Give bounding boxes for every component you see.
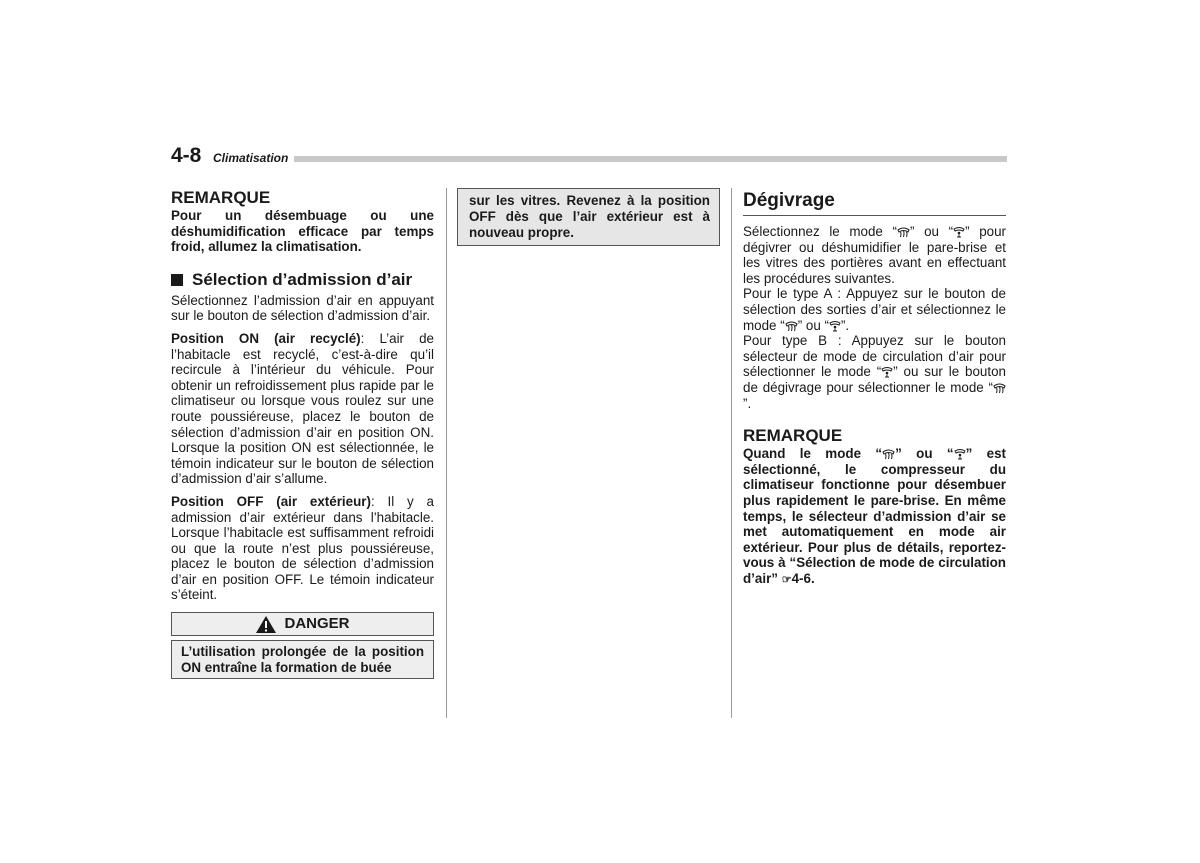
- text-run: Pour type B : Appuyez sur le bouton sélecteur de mode de circulation d’air pour sélectionner le mode “: [743, 333, 1006, 380]
- off-paragraph: [171, 494, 434, 603]
- middle-column: [457, 188, 720, 246]
- column-divider-left: [446, 188, 447, 718]
- off-label: Position OFF (air extérieur): [171, 493, 371, 509]
- windshield-defrost-icon: [993, 382, 1006, 394]
- on-paragraph: [171, 331, 434, 487]
- danger-title: DANGER: [284, 615, 350, 633]
- defrost-paragraph-3: [743, 333, 1006, 411]
- page-reference-link[interactable]: 4-6.: [791, 570, 815, 586]
- danger-header: [171, 612, 434, 636]
- on-text: : L’air de l’habitacle est recyclé, c’est-à-dire qu’il recircule à l’intérieur du véhicule. Pour obtenir un refroidissement plus rapide par le climatiseur ou lorsque vous roulez sur une route poussiéreuse, placez le bouton de sélection d’admission d’air en position ON. Lorsque la position ON est sélectionnée, le témoin indicateur sur le bouton de sélection d’admission d’air s’allume.: [171, 330, 434, 487]
- remark-heading: REMARQUE: [171, 188, 271, 207]
- text-run: ” ou “: [895, 446, 954, 462]
- text-run: ” ou “: [797, 317, 829, 333]
- defrost-foot-icon: [829, 320, 841, 332]
- text-run: Quand le mode “: [743, 446, 883, 462]
- windshield-defrost-icon: [785, 320, 798, 332]
- windshield-defrost-icon: [897, 226, 910, 238]
- left-column: [171, 188, 434, 679]
- remark-heading-right: REMARQUE: [743, 426, 843, 446]
- text-run: Sélectionnez le mode “: [743, 224, 897, 239]
- defrost-foot-icon: [881, 366, 893, 378]
- page-reference-icon: ☞: [781, 573, 792, 586]
- danger-text: L’utilisation prolongée de la position ON entraîne la formation de buée: [171, 640, 434, 679]
- text-run: ”.: [840, 317, 850, 333]
- remark-text: Pour un désembuage ou une déshumidification efficace par temps froid, allumez la climatisation.: [171, 208, 434, 255]
- text-run: Pour le type A : Appuyez sur le bouton de sélection des sorties d’air et sélectionnez le mode “: [743, 286, 1006, 333]
- intro-paragraph: Sélectionnez l’admission d’air en appuyant sur le bouton de sélection d’admission d’air.: [171, 292, 434, 324]
- text-run: ” pour dégivrer ou déshumidifier le pare-brise et les vitres des portières avant en effectuant les procédures suivantes.: [743, 224, 1006, 286]
- defrost-heading: Dégivrage: [743, 189, 1006, 216]
- section-heading: [171, 270, 434, 290]
- page-number: 4-8: [171, 144, 202, 167]
- windshield-defrost-icon: [882, 448, 895, 460]
- text-run: ” est sélectionné, le compresseur du climatiseur fonctionne pour désembuer plus rapidement le pare-brise. En même temps, le sélecteur d’admission d’air se met automatiquement en mode air extérieur. Pour plus de détails, reportez-vous à “Sélection de mode de circulation d’air”: [743, 446, 1006, 586]
- defrost-paragraph-2: [743, 286, 1006, 333]
- text-run: ” ou sur le bouton de dégivrage pour sélectionner le mode “: [743, 364, 1006, 395]
- defrost-foot-icon: [953, 226, 965, 238]
- right-column: [743, 189, 1006, 588]
- page-header-title: Climatisation: [213, 151, 289, 165]
- on-label: Position ON (air recyclé): [171, 330, 361, 346]
- defrost-foot-icon: [954, 448, 966, 460]
- defrost-paragraph-1: [743, 224, 1006, 286]
- danger-continued-box: sur les vitres. Revenez à la position OFF dès que l’air extérieur est à nouveau propre.: [457, 188, 720, 246]
- section-heading-text: Sélection d’admission d’air: [192, 269, 413, 289]
- off-text: : Il y a admission d’air extérieur dans l’habitacle. Lorsque l’habitacle est suffisamment refroidi ou que la route n’est plus poussiéreuse, placez le bouton de sélection d’admission d’air en position OFF. Le témoin indicateur s’éteint.: [171, 493, 434, 603]
- header-rule: [294, 156, 1007, 162]
- text-run: ” ou “: [909, 224, 954, 239]
- remark-text-right: [743, 446, 1006, 588]
- column-divider-right: [731, 188, 732, 718]
- text-run: ”.: [743, 395, 752, 411]
- warning-triangle-icon: [255, 615, 277, 634]
- section-square-icon: [171, 274, 183, 286]
